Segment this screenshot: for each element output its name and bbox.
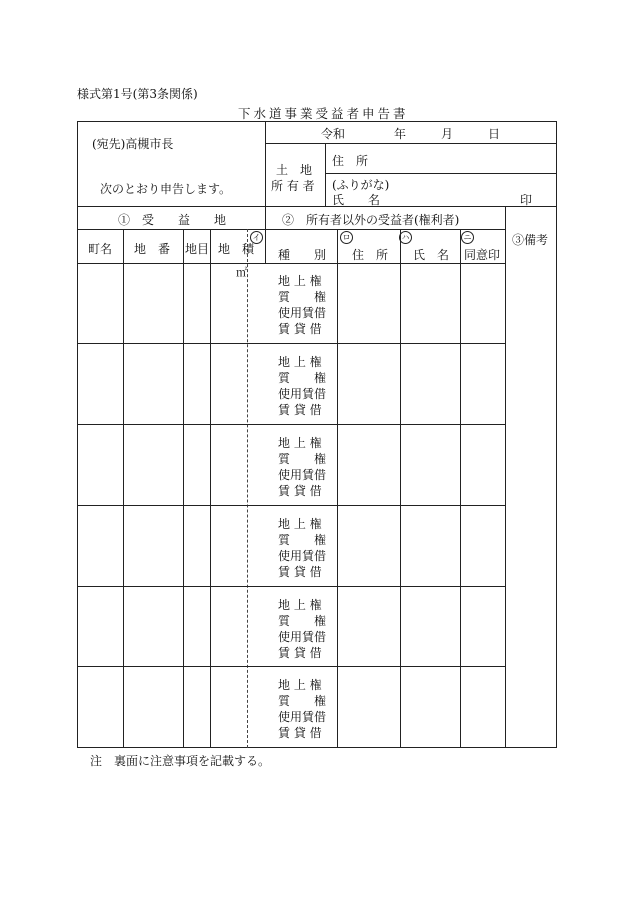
col-lot: 地 番 [134, 242, 171, 256]
col-consent: 同意印 [464, 248, 501, 262]
right-lease: 賃 貸 借 [278, 726, 322, 740]
right-superficies: 地 上 権 [278, 274, 322, 288]
date-era: 令和 [321, 127, 346, 141]
right-pledge: 質 権 [278, 452, 327, 466]
table-top-border [77, 121, 557, 122]
footnote: 注 裏面に注意事項を記載する。 [90, 754, 271, 768]
owner-label-divider [325, 143, 326, 206]
right-lease: 賃 貸 借 [278, 403, 322, 417]
right-lease: 賃 貸 借 [278, 646, 322, 660]
declaration-text: 次のとおり申告します。 [100, 182, 232, 196]
section-3-label: ③備考 [512, 233, 549, 247]
owner-label-line1: 土 地 [276, 163, 313, 177]
row-line-4 [77, 586, 505, 587]
right-use-loan: 使用賃借 [278, 387, 327, 401]
right-lease: 賃 貸 借 [278, 565, 322, 579]
area-unit: ㎡ [236, 266, 247, 279]
form-number-label: 様式第1号(第3条関係) [77, 87, 198, 101]
col-divider-6 [400, 229, 401, 748]
right-use-loan: 使用賃借 [278, 630, 327, 644]
owner-label-line2: 所 有 者 [271, 179, 315, 193]
table-bottom-border [77, 747, 557, 748]
row-line-3 [77, 505, 505, 506]
table-left-border [77, 121, 78, 748]
right-pledge: 質 権 [278, 694, 327, 708]
marker-i: イ [250, 231, 263, 244]
right-pledge: 質 権 [278, 290, 327, 304]
row-line-2 [77, 424, 505, 425]
rights-list [278, 273, 326, 337]
right-superficies: 地 上 権 [278, 436, 322, 450]
right-use-loan: 使用賃借 [278, 306, 327, 320]
col-kind: 種 別 [278, 248, 327, 262]
right-pledge: 質 権 [278, 371, 327, 385]
right-pledge: 質 権 [278, 533, 327, 547]
right-superficies: 地 上 権 [278, 355, 322, 369]
addressee: (宛先)高槻市長 [92, 137, 174, 151]
row-line-1 [77, 343, 505, 344]
rights-list [278, 597, 326, 661]
form-title: 下水道事業受益者申告書 [238, 106, 409, 121]
col-divider-3 [210, 229, 211, 748]
owner-address-label: 住 所 [332, 154, 369, 168]
rights-list [278, 516, 326, 580]
rights-list [278, 435, 326, 499]
marker-ro: ロ [340, 231, 353, 244]
right-pledge: 質 権 [278, 614, 327, 628]
owner-furigana-label: (ふりがな) [332, 178, 390, 192]
col-town: 町名 [88, 242, 113, 256]
col-divider-1 [123, 229, 124, 748]
section-2-label: ② 所有者以外の受益者(権利者) [282, 213, 460, 227]
right-superficies: 地 上 権 [278, 598, 322, 612]
date-day: 日 [488, 127, 501, 141]
rights-list [278, 677, 326, 741]
remarks-divider [505, 206, 506, 748]
area-dashed-divider [247, 229, 248, 748]
marker-ha: ハ [399, 231, 412, 244]
column-header-bottom [77, 263, 505, 264]
section-header-line [77, 229, 505, 230]
date-year: 年 [394, 127, 407, 141]
col-address: 住 所 [352, 248, 389, 262]
right-lease: 賃 貸 借 [278, 484, 322, 498]
col-divider-5 [337, 229, 338, 748]
col-divider-7 [460, 229, 461, 748]
right-use-loan: 使用賃借 [278, 468, 327, 482]
col-area: 地 積 [218, 242, 255, 256]
marker-ni: ニ [461, 231, 474, 244]
rights-list [278, 354, 326, 418]
table-right-border [556, 121, 557, 748]
right-use-loan: 使用賃借 [278, 549, 327, 563]
right-superficies: 地 上 権 [278, 678, 322, 692]
date-row-line [265, 143, 557, 144]
owner-seal: 印 [520, 193, 533, 207]
owner-name-label: 氏 名 [332, 193, 381, 207]
section-1-label: ① 受 益 地 [118, 213, 227, 227]
row-line-5 [77, 666, 505, 667]
header-block-bottom [77, 206, 557, 207]
right-use-loan: 使用賃借 [278, 710, 327, 724]
right-lease: 賃 貸 借 [278, 322, 322, 336]
col-name: 氏 名 [413, 248, 450, 262]
col-divider-2 [183, 229, 184, 748]
address-row-line [325, 173, 557, 174]
col-category: 地目 [185, 242, 210, 256]
right-superficies: 地 上 権 [278, 517, 322, 531]
date-month: 月 [441, 127, 454, 141]
